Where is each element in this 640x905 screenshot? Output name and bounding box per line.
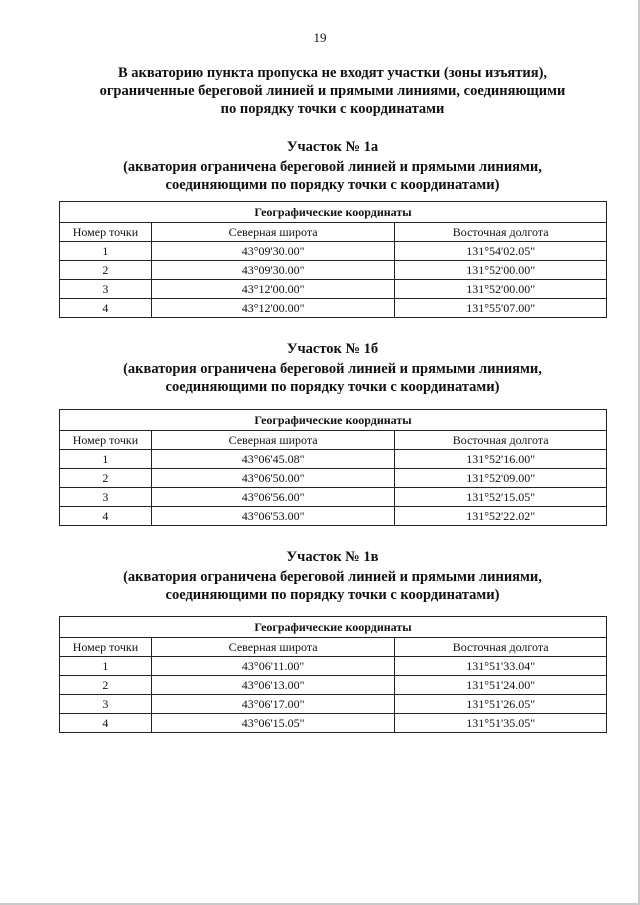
column-header: Номер точки	[60, 638, 152, 657]
section-name: Участок № 1б	[286, 341, 379, 357]
column-header: Восточная долгота	[395, 638, 607, 657]
column-header: Северная широта	[151, 431, 395, 450]
intro-line: ограниченные береговой линией и прямыми линиями, соединяющими	[99, 83, 566, 99]
table-row	[60, 280, 607, 299]
column-header: Восточная долгота	[395, 223, 607, 242]
cell-longitude: 131°52'15.05"	[395, 488, 607, 507]
table-row	[60, 657, 607, 676]
section-subtitle-line: (акватория ограничена береговой линией и прямыми линиями,	[123, 159, 542, 175]
cell-point: 4	[60, 299, 152, 318]
cell-latitude: 43°06'13.00"	[151, 676, 395, 695]
cell-point: 1	[60, 450, 152, 469]
table-title: Географические координаты	[60, 617, 607, 638]
table-row	[60, 488, 607, 507]
cell-longitude: 131°52'22.02"	[395, 507, 607, 526]
table-title: Географические координаты	[60, 410, 607, 431]
table-header-row	[60, 223, 607, 242]
cell-point: 4	[60, 714, 152, 733]
column-header: Номер точки	[60, 223, 152, 242]
section-name: Участок № 1а	[286, 139, 379, 155]
cell-latitude: 43°06'53.00"	[151, 507, 395, 526]
table-title: Географические координаты	[60, 202, 607, 223]
cell-point: 2	[60, 469, 152, 488]
column-header: Восточная долгота	[395, 431, 607, 450]
section-subtitle-line: (акватория ограничена береговой линией и прямыми линиями,	[123, 569, 542, 585]
cell-longitude: 131°55'07.00"	[395, 299, 607, 318]
cell-longitude: 131°52'00.00"	[395, 280, 607, 299]
section-subtitle-line: соединяющими по порядку точки с координатами)	[165, 587, 500, 603]
cell-latitude: 43°09'30.00"	[151, 261, 395, 280]
table-row	[60, 299, 607, 318]
section-heading	[60, 340, 605, 396]
section-subtitle-line: (акватория ограничена береговой линией и прямыми линиями,	[123, 361, 542, 377]
section-subtitle-line: соединяющими по порядку точки с координатами)	[165, 379, 500, 395]
cell-longitude: 131°51'35.05"	[395, 714, 607, 733]
column-header: Номер точки	[60, 431, 152, 450]
cell-latitude: 43°06'56.00"	[151, 488, 395, 507]
cell-longitude: 131°51'33.04"	[395, 657, 607, 676]
table-row	[60, 450, 607, 469]
cell-longitude: 131°51'26.05"	[395, 695, 607, 714]
section-heading	[60, 548, 605, 604]
cell-point: 2	[60, 676, 152, 695]
cell-latitude: 43°06'15.05"	[151, 714, 395, 733]
cell-latitude: 43°12'00.00"	[151, 299, 395, 318]
table-row	[60, 676, 607, 695]
column-header: Северная широта	[151, 223, 395, 242]
table-row	[60, 695, 607, 714]
cell-point: 3	[60, 280, 152, 299]
table-row	[60, 507, 607, 526]
section-name: Участок № 1в	[286, 549, 379, 565]
cell-point: 3	[60, 488, 152, 507]
page-number: 19	[313, 30, 327, 45]
cell-latitude: 43°06'50.00"	[151, 469, 395, 488]
coordinates-table	[59, 201, 607, 318]
section-heading	[60, 138, 605, 194]
cell-point: 1	[60, 657, 152, 676]
table-header-row	[60, 638, 607, 657]
cell-latitude: 43°06'45.08"	[151, 450, 395, 469]
cell-point: 3	[60, 695, 152, 714]
cell-point: 1	[60, 242, 152, 261]
cell-longitude: 131°51'24.00"	[395, 676, 607, 695]
intro-heading	[60, 64, 605, 118]
section-subtitle-line: соединяющими по порядку точки с координатами)	[165, 177, 500, 193]
cell-point: 2	[60, 261, 152, 280]
cell-longitude: 131°52'00.00"	[395, 261, 607, 280]
cell-latitude: 43°06'17.00"	[151, 695, 395, 714]
table-row	[60, 469, 607, 488]
coordinates-table	[59, 409, 607, 526]
cell-latitude: 43°06'11.00"	[151, 657, 395, 676]
cell-latitude: 43°12'00.00"	[151, 280, 395, 299]
table-row	[60, 242, 607, 261]
intro-line: по порядку точки с координатами	[220, 101, 445, 117]
column-header: Северная широта	[151, 638, 395, 657]
table-row	[60, 261, 607, 280]
table-row	[60, 714, 607, 733]
intro-line: В акваторию пункта пропуска не входят участки (зоны изъятия),	[117, 65, 548, 81]
cell-point: 4	[60, 507, 152, 526]
cell-longitude: 131°52'16.00"	[395, 450, 607, 469]
cell-longitude: 131°52'09.00"	[395, 469, 607, 488]
cell-longitude: 131°54'02.05"	[395, 242, 607, 261]
cell-latitude: 43°09'30.00"	[151, 242, 395, 261]
table-header-row	[60, 431, 607, 450]
coordinates-table	[59, 616, 607, 733]
